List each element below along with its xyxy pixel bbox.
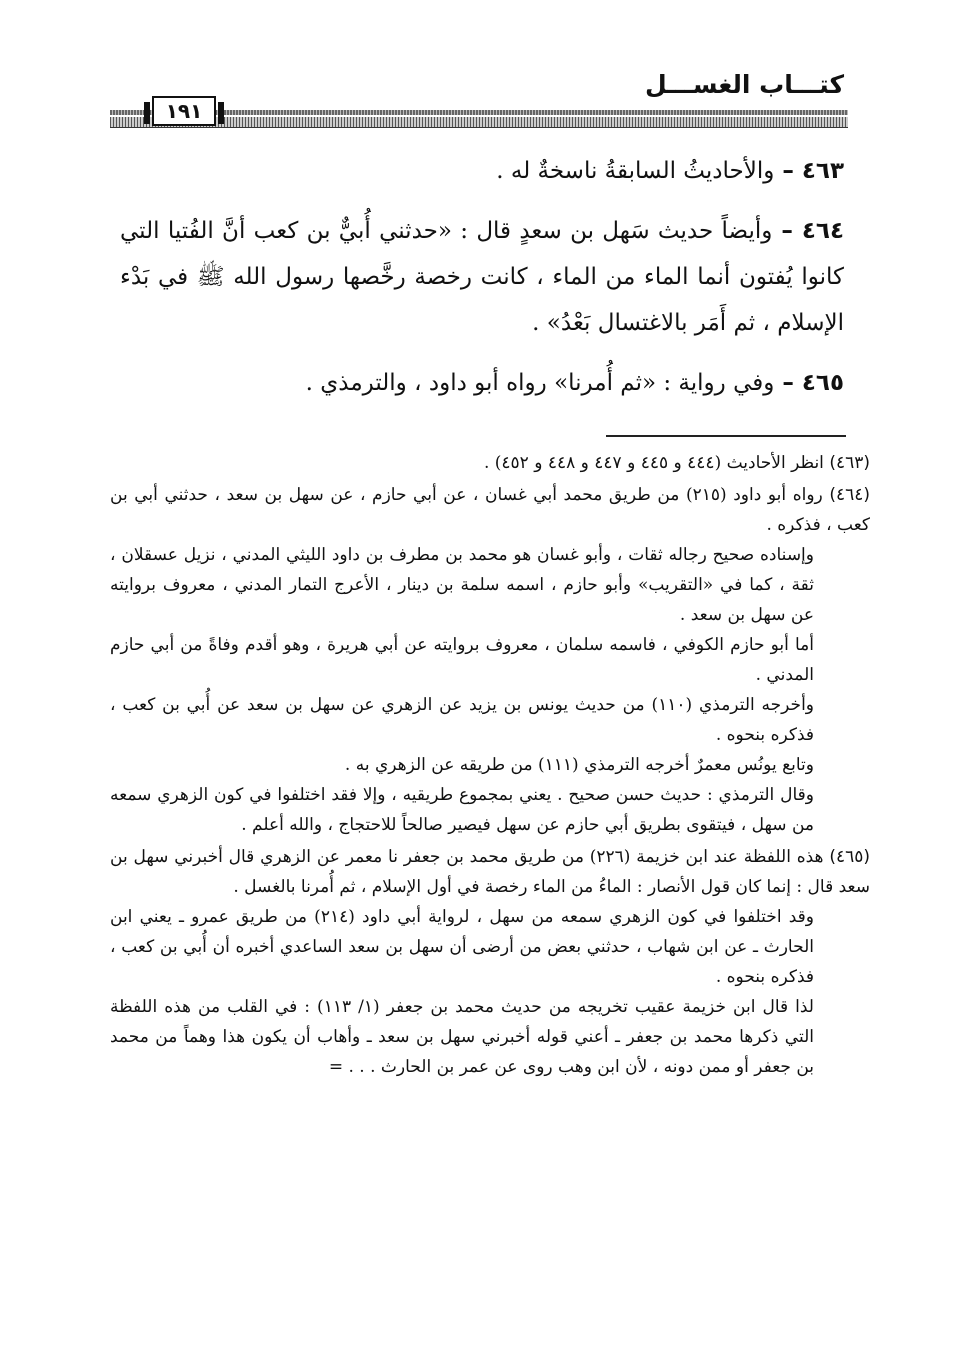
footnote-paragraph: وأخرجه الترمذي (١١٠) من حديث يونس بن يزيد عن الزهري عن سهل بن سعد عن أُبي بن كعب ، فذكره بنحوه .	[110, 695, 814, 745]
hadith-text: والأحاديثُ السابقةُ ناسخةٌ له .	[496, 158, 775, 184]
hadith-number: ٤٦٣	[801, 158, 844, 184]
hadith-item: ٤٦٤ – وأيضاً حديث سَهل بن سعدٍ قال : «حدثني أُبيٌّ بن كعب أنَّ الفُتيا التي كانوا يُفتون أنما الماء من الماء ، كانت رخصة رخَّصها رسول الله ﷺ في بَدْء الإسلام ، ثم أَمَر بالاغتسال بَعْدُ» .	[120, 218, 844, 336]
main-text	[120, 148, 844, 420]
footnotes	[110, 448, 870, 1084]
hadith-number: ٤٦٥	[801, 370, 844, 396]
footnote-paragraph: وقال الترمذي : حديث حسن صحيح . يعني بمجموع طريقيه ، وإلا فقد اختلفوا في كون الزهري سمعه من سهل ، فيتقوى بطريق أبي حازم عن سهل فيصير صالحاً للاحتجاج ، والله أعلم .	[110, 785, 814, 835]
footnote-number: (٤٦٥)	[829, 847, 871, 867]
hadith-number: ٤٦٤	[801, 218, 844, 244]
footnote-paragraph: وتابع يونُس معمرٌ أخرجه الترمذي (١١١) من طريقه عن الزهري به .	[344, 755, 814, 775]
footnote-paragraph: وإسناده صحيح رجاله ثقات ، وأبو غسان هو محمد بن مطرف بن داود الليثي المدني ، نزيل عسقلان ، ثقة ، كما في «التقريب» وأبو حازم ، اسمه سلمة بن دينار ، الأعرج التمار المدني ، معروف بروايته عن سهل بن سعد .	[110, 545, 814, 625]
footnote-paragraph: لذا قال ابن خزيمة عقيب تخريجه من حديث محمد بن جعفر (١/ ١١٣) : في القلب من هذه اللفظة التي ذكرها محمد بن جعفر ـ أعني قوله أخبرني سهل بن سعد ـ وأهاب أن يكون هذا وهماً من محمد بن جعفر أو ممن دونه ، لأن ابن وهب روى عن عمر بن الحارث . . . =	[110, 997, 814, 1077]
footnote-paragraph: وقد اختلفوا في كون الزهري سمعه من سهل ، لرواية أبي داود (٢١٤) من طريق عمرو ـ يعني ابن الحارث ـ عن ابن شهاب ، حدثني بعض من أرضى أن سهل بن سعد الساعدي أخبره أن أُبي بن كعب ، فذكره بنحوه .	[110, 907, 814, 987]
hadith-item: ٤٦٥ – وفي رواية : «ثم أُمرنا» رواه أبو داود ، والترمذي .	[305, 370, 844, 396]
hadith-text: وأيضاً حديث سَهل بن سعدٍ قال : «حدثني أُبيٌّ بن كعب أنَّ الفُتيا التي كانوا يُفتون أنما الماء من الماء ، كانت رخصة رخَّصها رسول الله ﷺ في بَدْء الإسلام ، ثم أَمَر بالاغتسال بَعْدُ» .	[120, 218, 844, 336]
footnote-text: هذه اللفظة عند ابن خزيمة (٢٢٦) من طريق محمد بن جعفر نا معمر عن الزهري قال أخبرني سهل بن سعد قال : إنما كان قول الأنصار : الماءُ من الماء رخصة في أول الإسلام ، ثم أُمرنا بالغسل .	[110, 847, 870, 897]
footnote	[110, 480, 870, 840]
footnote-separator	[606, 435, 846, 437]
hadith-text: وفي رواية : «ثم أُمرنا» رواه أبو داود ، والترمذي .	[305, 370, 775, 396]
page-number: ١٩١	[152, 96, 216, 126]
footnote-number: (٤٦٣)	[829, 453, 870, 473]
footnote-text: انظر الأحاديث (٤٤٤ و ٤٤٥ و ٤٤٧ و ٤٤٨ و ٤٥٢) .	[483, 453, 824, 473]
footnote	[110, 842, 870, 1082]
running-header-title: كتـــاب الغســـل	[644, 70, 844, 99]
footnote-text: رواه أبو داود (٢١٥) من طريق محمد أبي غسان ، عن أبي حازم ، عن سهل بن سعد ، حدثني أبي بن كعب ، فذكره .	[110, 485, 870, 535]
footnote-number: (٤٦٤)	[829, 485, 871, 505]
footnote-paragraph: أما أبو حازم الكوفي ، فاسمه سلمان ، معروف بروايته عن أبي هريرة ، وهو أقدم وفاةً من أبي حازم المدني .	[110, 635, 814, 685]
footnote	[110, 448, 870, 478]
hadith-item: ٤٦٣ – والأحاديثُ السابقةُ ناسخةٌ له .	[496, 158, 844, 184]
